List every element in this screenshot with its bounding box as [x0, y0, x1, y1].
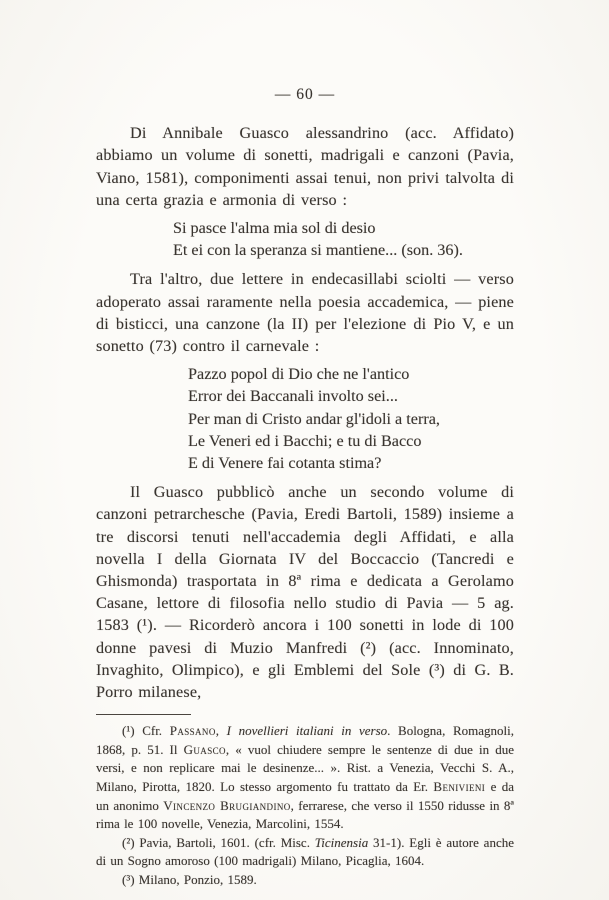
paragraph-second-volume: Il Guasco pubblicò anche un secondo volume di canzoni petrarchesche (Pavia, Eredi Bartoli, 1589) insieme a tre discorsi tenuti nell'accademia degli Affidati, e alla novella I della Giornata IV del Boccaccio (Tancredi e Ghismonda) trasportata in 8ª rima e dedicata a Gerolamo Casane, lettore di filosofia nello studio di Pavia — 5 ag. 1583 (¹). — Ricorderò ancora i 100 sonetti in lode di 100 donne pavesi di Muzio Manfredi (²) (acc. Innominato, Invaghito, Olimpico), e gli Emblemi del Sole (³) di G. B. Porro milanese, [96, 483, 514, 702]
verse-line: Per man di Cristo andar gl'idoli a terra, [188, 409, 440, 428]
footnote-1 [96, 722, 514, 834]
text-segment: (²) Pavia, Bartoli, 1601. (cfr. Misc. [122, 834, 315, 850]
text-segment: . Bologna, Romagnoli, 1868, p. 51. Il [96, 723, 514, 757]
text-segment: Passano [169, 723, 216, 739]
footnote-3 [96, 871, 514, 890]
paragraph-letters: Tra l'altro, due lettere in endecasillabi sciolti — verso adoperato assai raramente nella poesia accademica, — piene di bisticci, una canzone (la II) per l'elezione di Pio V, e un sonetto (73) contro il carnevale : [96, 270, 514, 356]
text-segment: , « vuol chiudere sempre le sentenze di due in due versi, e non replicare mai le desinenze... ». Rist. a Venezia, Vecchi S. A., Milano, Pirotta, 1820. Lo stesso argomento fu trattato da Er. [96, 741, 514, 795]
text-segment: I novellieri italiani in verso [226, 723, 388, 739]
verse-line: Pazzo popol di Dio che ne l'antico [188, 365, 410, 384]
text-segment: e da un anonimo [96, 779, 515, 813]
verse-line: Si pasce l'alma mia sol di desio [173, 219, 376, 238]
verse-block-2 [96, 363, 514, 474]
text-segment: Ticinensia [314, 834, 369, 850]
paragraph-intro: Di Annibale Guasco alessandrino (acc. Affidato) abbiamo un volume di sonetti, madrigali e canzoni (Pavia, Viano, 1581), componimenti assai tenui, non privi talvolta di una certa grazia e armonia di verso : [96, 124, 514, 209]
page-number: — 60 — [274, 86, 336, 103]
text-segment: 31-1). Egli è autore anche di un Sogno amoroso (100 madrigali) Milano, Picaglia, 1604. [96, 834, 514, 869]
verse-block-1 [96, 217, 514, 261]
text-segment: (¹) Cfr. [122, 723, 170, 739]
verse-line: Error dei Baccanali involto sei... [188, 387, 398, 406]
text-segment: , ferrarese, che verso il 1550 ridusse in 8ª rima le 100 novelle, Venezia, Marcolini, 1554. [96, 797, 515, 832]
text-segment: Guasco [183, 741, 226, 757]
footnote-separator [96, 714, 191, 715]
verse-line: E di Venere fai cotanta stima? [188, 454, 382, 473]
text-segment: (³) Milano, Ponzio, 1589. [122, 872, 257, 888]
text-segment: , [215, 723, 227, 739]
footnotes-section [96, 714, 514, 889]
verse-line: Le Veneri ed i Bacchi; e tu di Bacco [188, 431, 422, 450]
text-block [96, 84, 514, 890]
footnote-2 [96, 834, 514, 871]
text-segment: Vincenzo Brugiandino [163, 797, 291, 813]
text-segment: Benivieni [433, 779, 486, 795]
verse-line: Et ei con la speranza si mantiene... (son. 36). [173, 241, 463, 260]
